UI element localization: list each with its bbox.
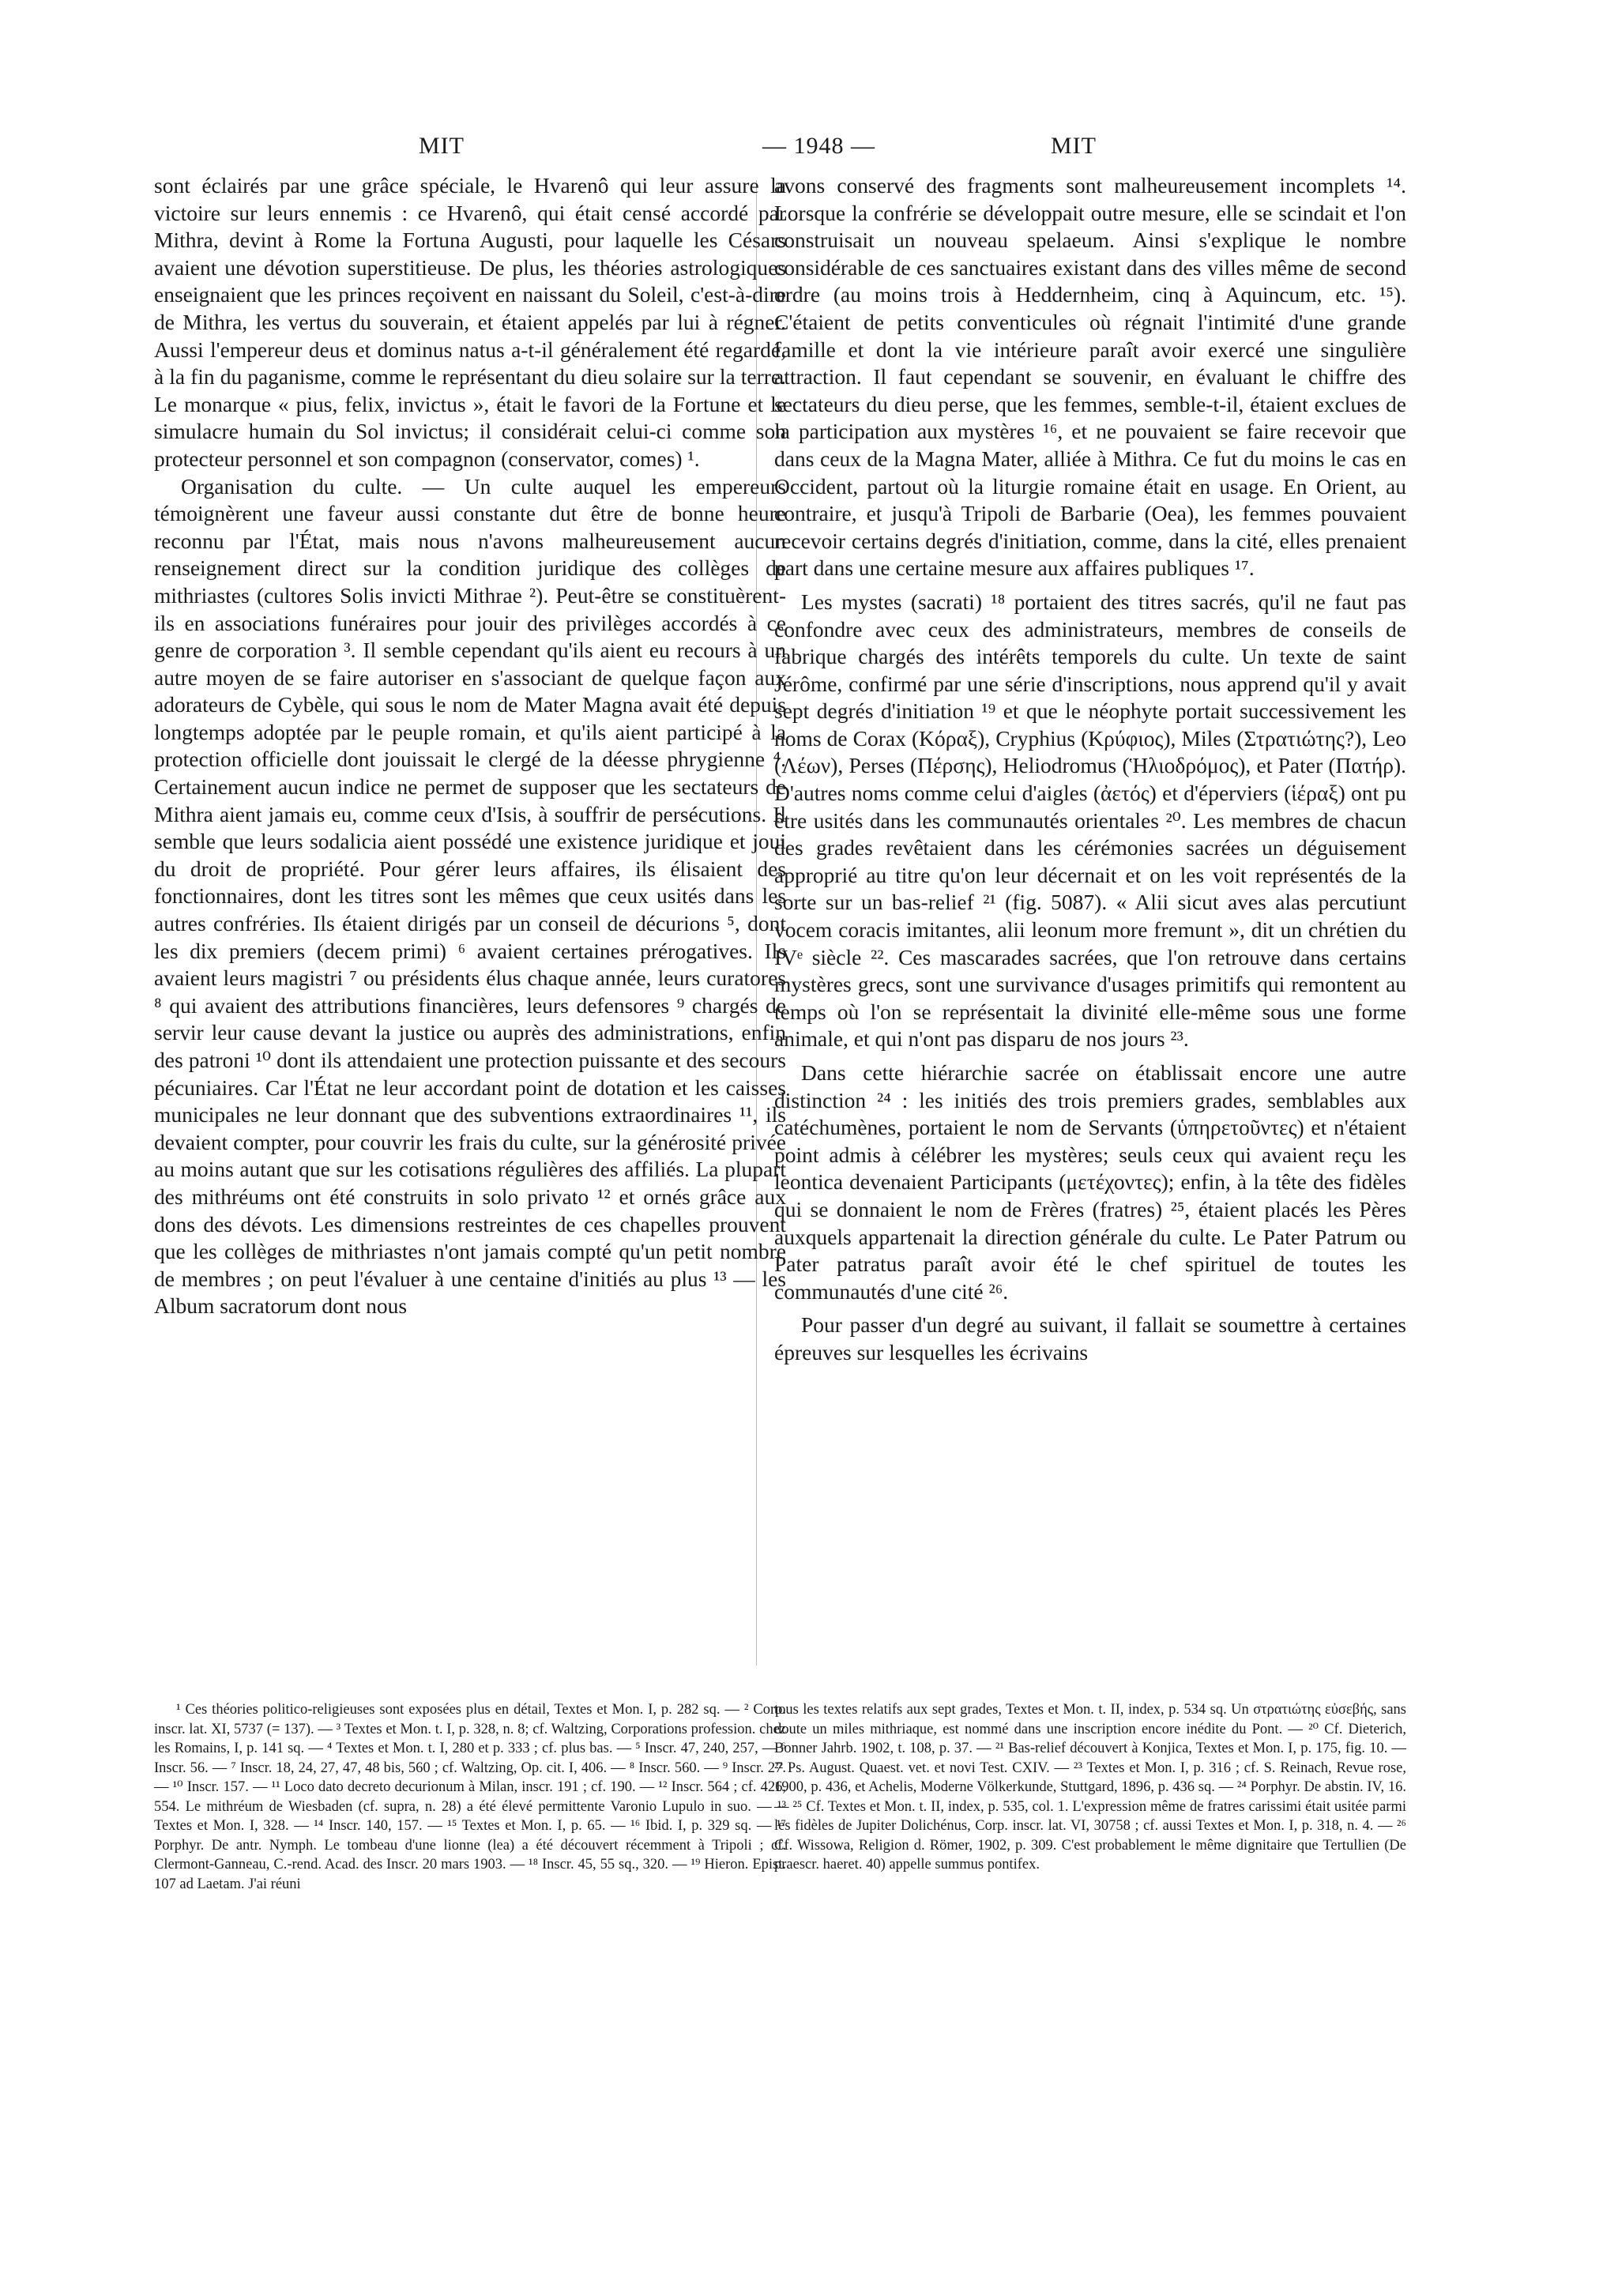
header-right: MIT bbox=[1051, 133, 1097, 159]
footnotes-left bbox=[154, 1700, 786, 1894]
paragraph: Pour passer d'un degré au suivant, il fallait se soumettre à certaines épreuves sur lesquelles les écrivains bbox=[774, 1312, 1406, 1364]
paragraph: sont éclairés par une grâce spéciale, le Hvarenô qui leur assure la victoire sur leurs ennemis : ce Hvarenô, qui était censé accordé par Mithra, devint à Rome la Fortuna Augusti, pour laquelle les Césars avaient une dévotion superstitieuse. De plus, les théories astrologiques enseignaient que les princes reçoivent en naissant du Soleil, c'est-à-dire de Mithra, les vertus du souverain, et étaient appelés par lui à régner. Aussi l'empereur deus et dominus natus a-t-il généralement été regardé, à la fin du paganisme, comme le représentant du dieu solaire sur la terre. Le monarque « pius, felix, invictus », était le favori de la Fortune et le simulacre humain du Sol invictus; il considérait celui-ci comme son protecteur personnel et son compagnon (conservator, comes) ¹. bbox=[154, 173, 786, 471]
footnote-block: tous les textes relatifs aux sept grades, Textes et Mon. t. II, index, p. 534 sq. Un στρατιώτης εὐσεβής, sans doute un miles mithriaque, est nommé dans une inscription encore inédite du Pont. — ²⁰ Cf. Dieterich, Bonner Jahrb. 1902, t. 108, p. 37. — ²¹ Bas-relief découvert à Konjica, Textes et Mon. I, p. 175, fig. 10. — ²² Ps. August. Quaest. vet. et novi Test. CXIV. — ²³ Textes et Mon. I, p. 316 ; cf. S. Reinach, Revue rose, 1900, p. 436, et Achelis, Moderne Völkerkunde, Stuttgard, 1896, p. 436 sq. — ²⁴ Porphyr. De abstin. IV, 16. — ²⁵ Cf. Textes et Mon. t. II, index, p. 535, col. 1. L'expression même de fratres carissimi était usitée parmi les fidèles de Jupiter Dolichénus, Corp. inscr. lat. VI, 30758 ; cf. aussi Textes et Mon. I, p. 318, n. 4. — ²⁶ Cf. Wissowa, Religion d. Römer, 1902, p. 309. C'est probablement le même dignitaire que Tertullien (De praescr. haeret. 40) appelle summus pontifex. bbox=[774, 1702, 1406, 1873]
footnote-block: ¹ Ces théories politico-religieuses sont exposées plus en détail, Textes et Mon. I, p. 282 sq. — ² Corp. inscr. lat. XI, 5737 (= 137). — ³ Textes et Mon. t. I, p. 328, n. 8; cf. Waltzing, Corporations profession. chez les Romains, I, p. 141 sq. — ⁴ Textes et Mon. t. I, 280 et p. 333 ; cf. plus bas. — ⁵ Inscr. 47, 240, 257, — ⁶ Inscr. 56. — ⁷ Inscr. 18, 24, 27, 47, 48 bis, 560 ; cf. Waltzing, Op. cit. I, 406. — ⁸ Inscr. 560. — ⁹ Inscr. 27. — ¹⁰ Inscr. 157. — ¹¹ Loco dato decreto decurionum à Milan, inscr. 191 ; cf. 190. — ¹² Inscr. 564 ; cf. 426, 554. Le mithréum de Wiesbaden (cf. supra, n. 28) a été élevé permittente Varonio Lupulo in suo. — ¹³ Textes et Mon. I, 328. — ¹⁴ Inscr. 140, 157. — ¹⁵ Textes et Mon. I, p. 65. — ¹⁶ Ibid. I, p. 329 sq. — ¹⁷ Porphyr. De antr. Nymph. Le tombeau d'une lionne (lea) a été découvert récemment à Tripoli ; cf. Clermont-Ganneau, C.-rend. Acad. des Inscr. 20 mars 1903. — ¹⁸ Inscr. 45, 55 sq., 320. — ¹⁹ Hieron. Epist. 107 ad Laetam. J'ai réuni bbox=[154, 1702, 786, 1892]
paragraph: avons conservé des fragments sont malheureusement incomplets ¹⁴. Lorsque la confrérie se développait outre mesure, elle se scindait et l'on construisait un nouveau spelaeum. Ainsi s'explique le nombre considérable de ces sanctuaires existant dans des villes même de second ordre (au moins trois à Heddernheim, cinq à Aquincum, etc. ¹⁵). C'étaient de petits conventicules où régnait l'intimité d'une grande famille et dont la vie intérieure paraît avoir exercé une singulière attraction. Il faut cependant se souvenir, en évaluant le chiffre des sectateurs du dieu perse, que les femmes, semble-t-il, étaient exclues de la participation aux mystères ¹⁶, et ne pouvaient se faire recevoir que dans ceux de la Magna Mater, alliée à Mithra. Ce fut du moins le cas en Occident, partout où la liturgie romaine était en usage. En Orient, au contraire, et jusqu'à Tripoli de Barbarie (Oea), les femmes pouvaient recevoir certains degrés d'initiation, comme, dans la cité, elles prenaient part dans une certaine mesure aux affaires publiques ¹⁷. bbox=[774, 173, 1406, 581]
paragraph: Les mystes (sacrati) ¹⁸ portaient des titres sacrés, qu'il ne faut pas confondre avec ceux des administrateurs, membres de conseils de fabrique chargés des intérêts temporels du culte. Un texte de saint Jérôme, confirmé par une série d'inscriptions, nous apprend qu'il y avait sept degrés d'initiation ¹⁹ et que le néophyte portait successivement les noms de Corax (Κόραξ), Cryphius (Κρύφιος), Miles (Στρατιώτης?), Leo (Λέων), Perses (Πέρσης), Heliodromus (Ἡλιοδρόμος), et Pater (Πατήρ). D'autres noms comme celui d'aigles (ἀετός) et d'éperviers (ἱέραξ) ont pu être usités dans les communautés orientales ²⁰. Les membres de chacun des grades revêtaient dans les cérémonies sacrées un déguisement approprié au titre qu'on leur décernait et on les voit représentés de la sorte sur un bas-relief ²¹ (fig. 5087). « Alii sicut aves alas percutiunt vocem coracis imitantes, alii leonum more fremunt », dit un chrétien du IVᵉ siècle ²². Ces mascarades sacrées, que l'on retrouve dans certains mystères grecs, sont une survivance d'usages primitifs qui remontent au temps où l'on se représentait la divinité elle-même sous une forme animale, et qui n'ont pas disparu de nos jours ²³. bbox=[774, 589, 1406, 1052]
left-column bbox=[154, 172, 786, 1320]
paragraph: Dans cette hiérarchie sacrée on établissait encore une autre distinction ²⁴ : les initiés des trois premiers grades, semblables aux catéchumènes, portaient le nom de Servants (ὑπηρετοῦντες) et n'étaient point admis à célébrer les mystères; seuls ceux qui avaient reçu les leontica devenaient Participants (μετέχοντες); enfin, à la tête des fidèles qui se donnaient le nom de Frères (fratres) ²⁵, étaient placés les Pères auxquels appartenait la direction générale du culte. Le Pater Patrum ou Pater patratus paraît avoir été le chef spirituel de toutes les communautés d'une cité ²⁶. bbox=[774, 1060, 1406, 1304]
header-left: MIT bbox=[419, 133, 465, 159]
paragraph: Organisation du culte. — Un culte auquel les empereurs témoignèrent une faveur aussi constante dut être de bonne heure reconnu par l'État, mais nous n'avons malheureusement aucun renseignement direct sur la condition juridique des collèges de mithriastes (cultores Solis invicti Mithrae ²). Peut-être se constituèrent-ils en associations funéraires pour jouir des privilèges accordés à ce genre de corporation ³. Il semble cependant qu'ils aient eu recours à un autre moyen de se faire autoriser en s'associant de quelque façon aux adorateurs de Cybèle, qui sous le nom de Mater Magna avait été depuis longtemps adoptée par le peuple romain, et qu'ils aient participé à la protection officielle dont jouissait le clergé de la déesse phrygienne ⁴. Certainement aucun indice ne permet de supposer que les sectateurs de Mithra aient jamais eu, comme ceux d'Isis, à souffrir de persécutions. Il semble que leurs sodalicia aient possédé une existence juridique et joui du droit de propriété. Pour gérer leurs affaires, ils élisaient des fonctionnaires, dont les titres sont les mêmes que ceux usités dans les autres confréries. Ils étaient dirigés par un conseil de décurions ⁵, dont les dix premiers (decem primi) ⁶ avaient certaines prérogatives. Ils avaient leurs magistri ⁷ ou présidents élus chaque année, leurs curatores ⁸ qui avaient des attributions financières, leurs defensores ⁹ chargés de servir leur cause devant la justice ou auprès des administrations, enfin des patroni ¹⁰ dont ils attendaient une protection puissante et des secours pécuniaires. Car l'État ne leur accordant point de dotation et les caisses municipales ne leur donnant que des subventions extraordinaires ¹¹, ils devaient compter, pour couvrir les frais du culte, sur la générosité privée au moins autant que sur les cotisations régulières des affiliés. La plupart des mithréums ont été construits in solo privato ¹² et ornés grâce aux dons des dévots. Les dimensions restreintes de ces chapelles prouvent que les collèges de mithriastes n'ont jamais compté qu'un petit nombre de membres ; on peut l'évaluer à une centaine d'initiés au plus ¹³ — les Album sacratorum dont nous bbox=[154, 473, 786, 1319]
footnotes-right bbox=[774, 1700, 1406, 1875]
page-number: — 1948 — bbox=[762, 133, 875, 159]
right-column bbox=[774, 172, 1406, 1367]
running-header bbox=[154, 133, 1489, 164]
